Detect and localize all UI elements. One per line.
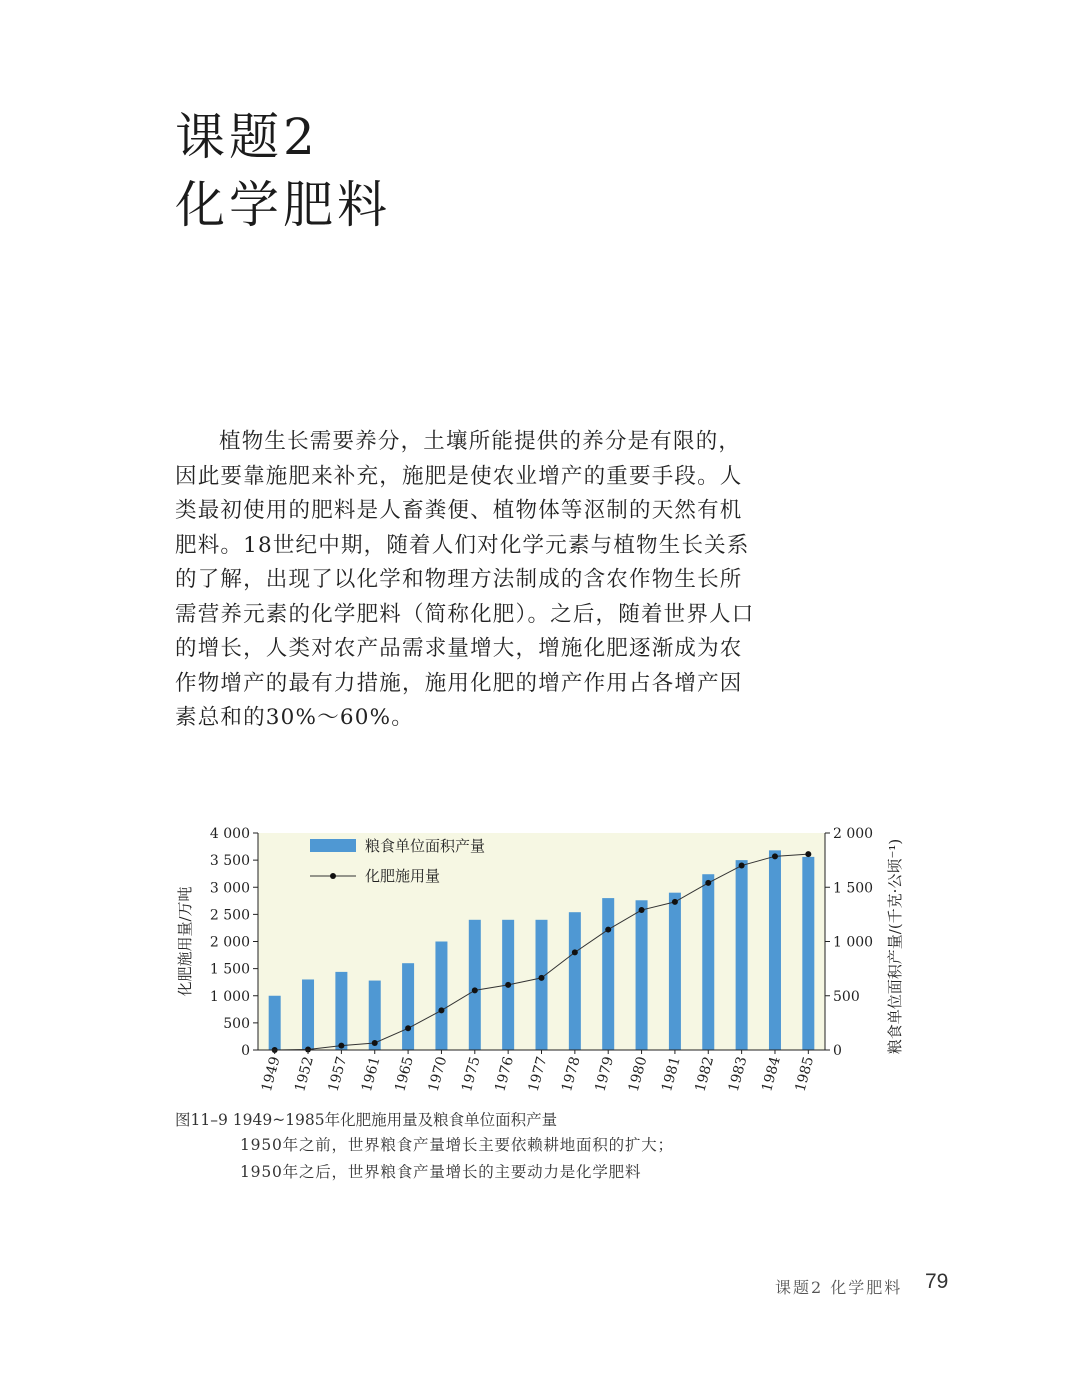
left-tick-label: 1 000 <box>209 988 250 1005</box>
paragraph-line: 需营养元素的化学肥料（简称化肥）。之后，随着世界人口 <box>175 601 755 627</box>
grain-yield-bar <box>369 981 381 1050</box>
fertilizer-point <box>372 1040 378 1046</box>
grain-yield-bar <box>736 860 748 1050</box>
left-tick-label: 2 500 <box>209 907 250 924</box>
left-tick-label: 500 <box>223 1015 250 1032</box>
paragraph-line: 因此要靠施肥来补充，施肥是使农业增产的重要手段。人 <box>175 463 743 489</box>
right-tick-label: 500 <box>833 988 860 1005</box>
legend-bar-label: 粮食单位面积产量 <box>365 837 486 855</box>
grain-yield-bar <box>602 898 614 1050</box>
x-tick-label: 1978 <box>559 1054 584 1094</box>
left-tick-label: 1 500 <box>209 961 250 978</box>
fertilizer-point <box>505 982 511 988</box>
paragraph-line: 素总和的30%～60%。 <box>175 705 414 730</box>
fertilizer-point <box>605 927 611 933</box>
x-tick-label: 1952 <box>292 1054 317 1094</box>
fertilizer-point <box>772 853 778 859</box>
left-tick-label: 4 000 <box>209 826 250 842</box>
grain-yield-bar <box>569 912 581 1050</box>
x-tick-label: 1970 <box>425 1054 451 1094</box>
figure-caption-line: 1950年之前，世界粮食产量增长主要依赖耕地面积的扩大； <box>240 1136 674 1154</box>
grain-yield-bar <box>636 900 648 1050</box>
grain-yield-bar <box>536 920 548 1050</box>
right-axis-label: 粮食单位面积产量/(千克·公顷⁻¹) <box>886 838 904 1055</box>
x-tick-label: 1961 <box>358 1054 384 1094</box>
fertilizer-point <box>438 1007 444 1013</box>
fertilizer-grain-chart <box>160 815 920 1105</box>
grain-yield-bar <box>302 979 314 1050</box>
right-tick-label: 1 000 <box>833 934 874 951</box>
left-axis-label: 化肥施用量/万吨 <box>176 886 194 997</box>
x-tick-label: 1981 <box>659 1054 684 1094</box>
legend-line-label: 化肥施用量 <box>365 867 441 885</box>
paragraph-line: 作物增产的最有力措施，施用化肥的增产作用占各增产因 <box>175 670 743 696</box>
x-tick-label: 1982 <box>692 1054 718 1094</box>
figure-caption-line: 1950年之后，世界粮食产量增长的主要动力是化学肥料 <box>240 1163 642 1181</box>
x-tick-label: 1976 <box>492 1054 518 1094</box>
paragraph-line: 的了解，出现了以化学和物理方法制成的含农作物生长所 <box>175 567 743 592</box>
x-tick-label: 1985 <box>792 1054 818 1094</box>
left-tick-label: 0 <box>241 1043 250 1059</box>
fertilizer-point <box>572 949 578 955</box>
x-tick-label: 1983 <box>725 1054 751 1094</box>
x-tick-label: 1949 <box>258 1054 284 1094</box>
x-tick-label: 1965 <box>392 1054 417 1094</box>
legend-line-marker <box>330 873 336 879</box>
grain-yield-bar <box>435 942 447 1051</box>
running-footer: 课题2 化学肥料 <box>775 1278 903 1297</box>
x-tick-label: 1977 <box>525 1054 551 1094</box>
fertilizer-point <box>739 863 745 869</box>
right-tick-label: 1 500 <box>833 880 874 897</box>
right-tick-label: 0 <box>833 1043 842 1059</box>
grain-yield-bar <box>402 963 414 1050</box>
fertilizer-point <box>705 880 711 886</box>
left-tick-label: 3 000 <box>209 880 250 897</box>
grain-yield-bar <box>469 920 481 1050</box>
x-tick-label: 1979 <box>592 1054 618 1094</box>
right-tick-label: 2 000 <box>833 826 874 842</box>
paragraph-line: 植物生长需要养分，土壤所能提供的养分是有限的， <box>219 429 742 454</box>
grain-yield-bar <box>802 857 814 1050</box>
x-tick-label: 1975 <box>458 1054 484 1094</box>
paragraph-line: 肥料。18世纪中期，随着人们对化学元素与植物生长关系 <box>175 532 750 558</box>
grain-yield-bar <box>769 850 781 1050</box>
fertilizer-point <box>805 851 811 857</box>
grain-yield-bar <box>669 893 681 1050</box>
x-tick-label: 1980 <box>625 1054 651 1094</box>
left-tick-label: 3 500 <box>209 853 250 870</box>
figure-caption-title: 图11–9 1949~1985年化肥施用量及粮食单位面积产量 <box>175 1111 558 1129</box>
x-tick-label: 1957 <box>325 1054 351 1094</box>
intro-paragraph <box>175 425 760 736</box>
grain-yield-bar <box>702 874 714 1050</box>
legend-bar-swatch <box>310 839 356 852</box>
lesson-number: 课题2 <box>175 108 319 166</box>
grain-yield-bar <box>335 972 347 1050</box>
fertilizer-point <box>639 907 645 913</box>
fertilizer-point <box>338 1043 344 1049</box>
fertilizer-point <box>672 899 678 905</box>
paragraph-line: 类最初使用的肥料是人畜粪便、植物体等沤制的天然有机 <box>175 498 743 523</box>
lesson-title: 化学肥料 <box>175 176 391 234</box>
fertilizer-point <box>539 975 545 981</box>
grain-yield-bar <box>269 996 281 1050</box>
x-tick-label: 1984 <box>759 1054 784 1094</box>
fertilizer-point <box>472 987 478 993</box>
left-tick-label: 2 000 <box>209 934 250 951</box>
page-number: 79 <box>925 1270 949 1293</box>
fertilizer-point <box>405 1025 411 1031</box>
paragraph-line: 的增长，人类对农产品需求量增大，增施化肥逐渐成为农 <box>175 636 743 661</box>
